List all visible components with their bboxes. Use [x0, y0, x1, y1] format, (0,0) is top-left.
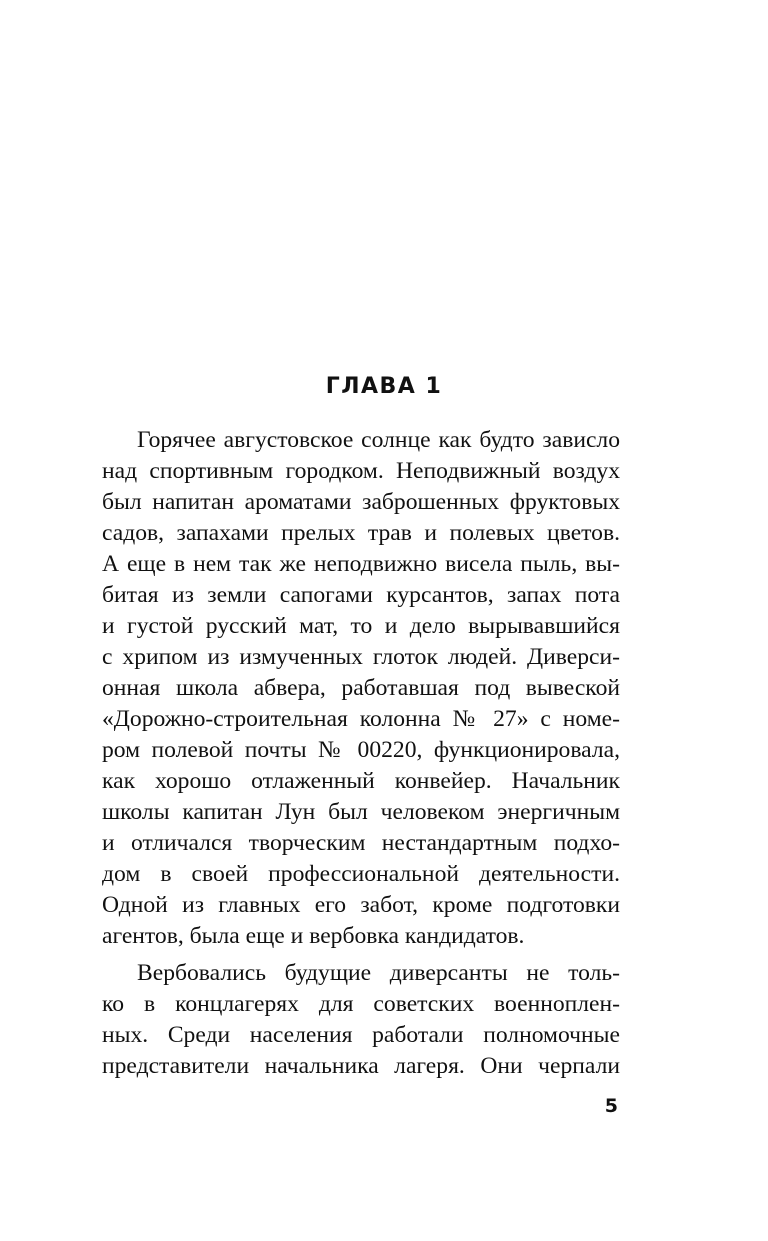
- text-line: и отличался творческим нестандартным подхо-: [102, 830, 620, 856]
- body-text: [102, 425, 620, 1082]
- text-line: над спортивным городком. Неподвижный воздух: [102, 458, 620, 484]
- text-line: и густой русский мат, то и дело вырывавшийся: [102, 613, 620, 639]
- text-line: онная школа абвера, работавшая под вывеской: [102, 675, 620, 701]
- text-line: Вербовались будущие диверсанты не толь-: [137, 960, 620, 986]
- text-line: был напитан ароматами заброшенных фруктовых: [102, 489, 620, 515]
- text-line: дом в своей профессиональной деятельности.: [102, 861, 620, 887]
- paragraph-1: [102, 425, 620, 952]
- text-line: с хрипом из измученных глоток людей. Диверси-: [102, 644, 620, 670]
- text-line: «Дорожно-строительная колонна № 27» с номе-: [102, 706, 620, 732]
- text-line: агентов, была еще и вербовка кандидатов.: [102, 923, 525, 949]
- text-line: Одной из главных его забот, кроме подготовки: [102, 892, 620, 918]
- text-line: как хорошо отлаженный конвейер. Начальник: [102, 768, 620, 794]
- chapter-title: ГЛАВА 1: [325, 374, 443, 399]
- page-number: 5: [604, 1095, 618, 1117]
- text-line: представители начальника лагеря. Они черпали: [102, 1053, 620, 1079]
- text-line: А еще в нем так же неподвижно висела пыль, вы-: [102, 551, 620, 577]
- text-line: битая из земли сапогами курсантов, запах пота: [102, 582, 620, 608]
- text-line: ром полевой почты № 00220, функционировала,: [102, 737, 620, 763]
- text-line: школы капитан Лун был человеком энергичным: [102, 799, 620, 825]
- text-line: ных. Среди населения работали полномочные: [102, 1022, 620, 1048]
- text-line: ко в концлагерях для советских военноплен-: [102, 991, 620, 1017]
- text-line: садов, запахами прелых трав и полевых цветов.: [102, 520, 620, 546]
- text-line: Горячее августовское солнце как будто зависло: [137, 427, 620, 453]
- paragraph-2: [102, 958, 620, 1082]
